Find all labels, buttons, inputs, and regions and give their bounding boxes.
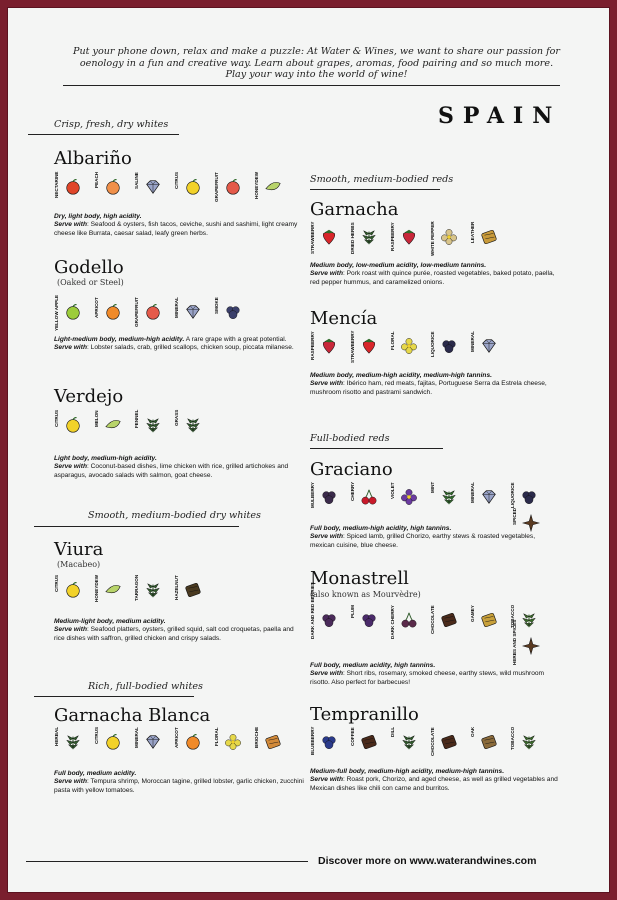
- aroma-label: MINERAL: [174, 297, 179, 318]
- aroma-item: [94, 575, 134, 609]
- aroma-item: [350, 727, 390, 761]
- serve-godello: : Lobster salads, crab, grilled scallops, chicken soup, piccata milanese.: [86, 344, 294, 352]
- aroma-label: LIQUORICE: [430, 331, 435, 357]
- alias-viura: (Macabeo): [57, 560, 101, 569]
- melon-icon: [104, 416, 122, 434]
- section-crisp-whites: Crisp, fresh, dry whites: [54, 119, 169, 130]
- description-viura: [54, 618, 304, 643]
- serve-mencia: : Ibérico ham, red meats, fajitas, Portuguese Serra da Estrela cheese, mushroom risotto and pastrami sandwich.: [310, 380, 547, 396]
- serve-label: Serve with: [54, 221, 87, 229]
- aroma-label: NECTARINE: [54, 172, 59, 199]
- apricot-icon: [104, 303, 122, 321]
- description-albarino: [54, 213, 304, 238]
- aroma-label: MINERAL: [470, 482, 475, 503]
- body-verdejo: Light body, medium-high acidity.: [54, 455, 157, 462]
- serve-label: Serve with: [310, 380, 343, 388]
- aroma-label: MELON: [94, 410, 99, 427]
- serve-label: Serve with: [54, 344, 87, 352]
- description-verdejo: [54, 455, 304, 480]
- aroma-item: [390, 222, 430, 256]
- aroma-label: SALINE: [134, 172, 139, 189]
- aroma-item: [254, 172, 294, 206]
- serve-garnacha: : Pork roast with quince purée, roasted vegetables, baked potato, paella, red pepper hummus, and caramelized onions.: [310, 270, 555, 286]
- grape-name-tempranillo: Tempranillo: [310, 704, 419, 725]
- aroma-item: [470, 605, 510, 639]
- aroma-item: [390, 331, 430, 365]
- aroma-item: [470, 331, 510, 365]
- grape-name-verdejo: Verdejo: [54, 386, 124, 407]
- smoke-icon: [224, 303, 242, 321]
- aroma-item: [430, 331, 470, 365]
- tobacco-icon: [520, 733, 538, 751]
- body-tempranillo: Medium-full body, medium-high acidity, medium-high tannins.: [310, 768, 505, 775]
- description-mencia: [310, 372, 560, 397]
- aroma-item: [134, 172, 174, 206]
- dried-herbs-icon: [360, 228, 378, 246]
- intro-line: Play your way into the world of wine!: [225, 69, 408, 80]
- aroma-label: CITRUS: [54, 410, 59, 428]
- aroma-label: FLORAL: [390, 331, 395, 350]
- grape-name-monastrell: Monastrell: [310, 568, 409, 589]
- aroma-label: APRICOT: [94, 297, 99, 318]
- serve-label: Serve with: [54, 626, 87, 634]
- body-graciano: Full body, medium-high acidity, high tannins.: [310, 525, 452, 532]
- hazelnut-icon: [184, 581, 202, 599]
- aroma-item: [134, 410, 174, 444]
- oak-icon: [480, 733, 498, 751]
- mulberry-icon: [320, 488, 338, 506]
- serve-label: Serve with: [54, 463, 87, 471]
- tobacco-icon: [520, 611, 538, 629]
- aroma-item: [350, 482, 390, 516]
- aroma-item: [390, 605, 430, 639]
- aroma-label: YELLOW APPLE: [54, 294, 59, 331]
- blueberry-icon: [320, 733, 338, 751]
- raspberry-icon: [320, 337, 338, 355]
- mineral-icon: [480, 337, 498, 355]
- violet-icon: [400, 488, 418, 506]
- nectarine-icon: [64, 178, 82, 196]
- grape-name-graciano: Graciano: [310, 459, 393, 480]
- aroma-label: VIOLET: [390, 482, 395, 499]
- body-albarino: Dry, light body, high acidity.: [54, 213, 142, 220]
- aroma-label: GRAPEFRUIT: [134, 297, 139, 327]
- serve-tempranillo: : Roast pork, Chorizo, and aged cheese, as well as grilled vegetables and Mexican dishes like chili con carne and burritos.: [310, 776, 558, 792]
- country-title: SPAIN: [438, 103, 562, 129]
- aroma-label: CHERRY: [350, 482, 355, 502]
- aroma-label: TOBACCO: [510, 605, 515, 629]
- body-garnacha: Medium body, low-medium acidity, low-medium tannins.: [310, 262, 487, 269]
- aroma-label: BRIOCHE: [254, 727, 259, 749]
- gamey-icon: [480, 611, 498, 629]
- brioche-icon: [264, 733, 282, 751]
- aroma-item: [310, 482, 350, 516]
- description-garnacha-blanca: [54, 770, 304, 795]
- body-mencia: Medium body, medium-high acidity, medium-high tannins.: [310, 372, 492, 379]
- aroma-label: FENNEL: [134, 410, 139, 429]
- citrus-icon: [64, 581, 82, 599]
- menu-card: [7, 7, 610, 893]
- apricot-icon: [184, 733, 202, 751]
- section-rule: [310, 189, 440, 190]
- aroma-item: [430, 482, 470, 516]
- aroma-item: [310, 331, 350, 365]
- aroma-label: MULBERRY: [310, 482, 315, 508]
- aroma-label: HERBS AND SPICES: [512, 619, 517, 665]
- aroma-item: [310, 222, 350, 256]
- aroma-label: LEATHER: [470, 222, 475, 244]
- aroma-label: DILL: [390, 727, 395, 738]
- aroma-label: CHOCOLATE: [430, 605, 435, 634]
- serve-garnacha-blanca: : Tempura shrimp, Moroccan tagine, grilled lobster, garlic chicken, zucchini pasta with yellow tomatoes.: [54, 778, 304, 794]
- yellow-apple-icon: [64, 303, 82, 321]
- aroma-label: SMOKE: [214, 297, 219, 314]
- aroma-label: HAZELNUT: [174, 575, 179, 600]
- aroma-label: DARK CHERRY: [390, 605, 395, 639]
- peach-icon: [104, 178, 122, 196]
- serve-graciano: : Spiced lamb, grilled Chorizo, earthy stews & roasted vegetables, mexican cuisine, blue cheese.: [310, 533, 536, 549]
- description-graciano: [310, 525, 560, 550]
- aroma-label: OAK: [470, 727, 475, 738]
- fennel-icon: [144, 416, 162, 434]
- body-godello: Light-medium body, medium-high acidity.: [54, 336, 185, 343]
- aroma-item: [430, 605, 470, 639]
- plum-icon: [360, 611, 378, 629]
- berries-icon: [320, 611, 338, 629]
- strawberry-icon: [320, 228, 338, 246]
- body-garnacha-blanca: Full body, medium acidity.: [54, 770, 137, 777]
- herbal-icon: [64, 733, 82, 751]
- aroma-item: [350, 331, 390, 365]
- grass-icon: [184, 416, 202, 434]
- grape-name-mencia: Mencía: [310, 308, 378, 329]
- aroma-item: [214, 727, 254, 761]
- section-smooth-reds: Smooth, medium-bodied reds: [310, 174, 454, 185]
- aroma-item: [390, 482, 430, 516]
- aroma-item: [510, 727, 550, 761]
- description-godello: [54, 336, 304, 353]
- aroma-item: [134, 575, 174, 609]
- aroma-label: HERBAL: [54, 727, 59, 747]
- white-pepper-icon: [440, 228, 458, 246]
- aroma-label: DRIED HERBS: [350, 222, 355, 254]
- cherry-icon: [360, 488, 378, 506]
- aroma-label: APRICOT: [174, 727, 179, 748]
- section-rich-whites: Rich, full-bodied whites: [88, 681, 203, 692]
- aroma-label: STRAWBERRY: [350, 331, 355, 364]
- aroma-label: PLUM: [350, 605, 355, 619]
- serve-verdejo: : Coconut-based dishes, lime chicken with rice, grilled artichokes and asparagus, avocado salads with salmon, goat cheese.: [54, 463, 289, 479]
- aroma-label: GRASS: [174, 410, 179, 427]
- citrus-icon: [64, 416, 82, 434]
- section-smooth-whites: Smooth, medium-bodied dry whites: [88, 510, 261, 521]
- section-rule: [28, 134, 179, 135]
- description-garnacha: [310, 262, 560, 287]
- aroma-label: RASPBERRY: [310, 331, 315, 360]
- aroma-label: MINERAL: [470, 331, 475, 352]
- aroma-item: [174, 727, 214, 761]
- grape-name-godello: Godello: [54, 257, 124, 278]
- alias-monastrell: (also known as Mourvèdre): [310, 590, 421, 599]
- aroma-item: [94, 172, 134, 206]
- aroma-item: [470, 727, 510, 761]
- aroma-extra-monastrell: [512, 619, 552, 665]
- description-monastrell: [310, 662, 560, 687]
- aroma-label: DARK AND RED BERRIES: [310, 582, 315, 639]
- citrus-icon: [104, 733, 122, 751]
- serve-label: Serve with: [54, 778, 87, 786]
- aroma-item: [94, 727, 134, 761]
- aroma-label: MINERAL: [134, 727, 139, 748]
- aroma-item: [174, 410, 214, 444]
- aroma-label: RASPBERRY: [390, 222, 395, 251]
- aroma-item: [94, 297, 134, 331]
- aroma-item: [430, 727, 470, 761]
- star-anise-icon: [522, 637, 540, 655]
- alias-godello: (Oaked or Steel): [57, 278, 124, 287]
- chocolate-icon: [440, 611, 458, 629]
- serve-label: Serve with: [310, 533, 343, 541]
- footer-rule: [26, 861, 308, 862]
- aroma-label: MINT: [430, 482, 435, 494]
- aroma-item: [470, 222, 510, 256]
- section-rule: [34, 696, 194, 697]
- section-full-reds: Full-bodied reds: [310, 433, 390, 444]
- serve-monastrell: : Short ribs, rosemary, smoked cheese, earthy stews, wild mushroom risotto. Also perfect for barbecues!: [310, 670, 545, 686]
- aroma-item: [134, 727, 174, 761]
- honeydew-icon: [264, 178, 282, 196]
- serve-albarino: : Seafood & oysters, fish tacos, ceviche, sushi and sashimi, light creamy cheese like Burrata, caesar salad, leafy green herbs.: [54, 221, 298, 237]
- honeydew-icon: [104, 581, 122, 599]
- aroma-label: PEACH: [94, 172, 99, 189]
- liquorice-icon: [520, 488, 538, 506]
- footer-website-link[interactable]: Discover more on www.waterandwines.com: [318, 855, 537, 867]
- aroma-item: [54, 410, 94, 444]
- dark-cherry-icon: [400, 611, 418, 629]
- aroma-label: SPICED: [512, 508, 517, 526]
- raspberry-icon: [400, 228, 418, 246]
- grapefruit-icon: [224, 178, 242, 196]
- aroma-label: LIQUORICE: [510, 482, 515, 508]
- serve-label: Serve with: [310, 776, 343, 784]
- floral-icon: [400, 337, 418, 355]
- aroma-label: GRAPEFRUIT: [214, 172, 219, 202]
- aroma-item: [390, 727, 430, 761]
- description-tempranillo: [310, 768, 560, 793]
- aroma-label: CHOCOLATE: [430, 727, 435, 756]
- strawberry-icon: [360, 337, 378, 355]
- serve-label: Serve with: [310, 670, 343, 678]
- aroma-label: HONEYDEW: [94, 575, 99, 603]
- aroma-label: STRAWBERRY: [310, 222, 315, 255]
- grape-name-viura: Viura: [54, 539, 104, 560]
- tarragon-icon: [144, 581, 162, 599]
- aroma-item: [174, 172, 214, 206]
- citrus-icon: [184, 178, 202, 196]
- intro-text: [68, 46, 565, 81]
- aroma-label: CITRUS: [174, 172, 179, 190]
- aroma-label: TOBACCO: [510, 727, 515, 751]
- aroma-item: [54, 727, 94, 761]
- dill-icon: [400, 733, 418, 751]
- liquorice-icon: [440, 337, 458, 355]
- aroma-item: [174, 297, 214, 331]
- aroma-item: [310, 582, 350, 639]
- grape-name-garnacha-blanca: Garnacha Blanca: [54, 705, 211, 726]
- mineral-icon: [184, 303, 202, 321]
- aroma-label: WHITE PEPPER: [430, 221, 435, 256]
- mineral-icon: [480, 488, 498, 506]
- intro-rule: [63, 85, 560, 86]
- aroma-item: [310, 727, 350, 761]
- aroma-item: [94, 410, 134, 444]
- aroma-label: COFFEE: [350, 727, 355, 746]
- aroma-item: [214, 297, 254, 331]
- aroma-label: GAMEY: [470, 605, 475, 622]
- aroma-label: FLORAL: [214, 727, 219, 746]
- grapefruit-icon: [144, 303, 162, 321]
- chocolate-icon: [440, 733, 458, 751]
- aroma-item: [470, 482, 510, 516]
- serve-label: Serve with: [310, 270, 343, 278]
- grape-name-garnacha: Garnacha: [310, 199, 399, 220]
- mineral-icon: [144, 733, 162, 751]
- saline-icon: [144, 178, 162, 196]
- aroma-item: [350, 222, 390, 256]
- aroma-label: TARRAGON: [134, 575, 139, 602]
- body-viura: Medium-light body, medium acidity.: [54, 618, 166, 625]
- mint-icon: [440, 488, 458, 506]
- floral-icon: [224, 733, 242, 751]
- aroma-label: BLUEBERRY: [310, 727, 315, 756]
- aroma-item: [174, 575, 214, 609]
- aroma-label: CITRUS: [54, 575, 59, 593]
- serve-viura: : Seafood platters, oysters, grilled squid, salt cod croquetas, paella and rice dishes with saffron, grilled chicken and crispy salads.: [54, 626, 294, 642]
- body-monastrell: Full body, medium acidity, high tannins.: [310, 662, 436, 669]
- leather-icon: [480, 228, 498, 246]
- section-rule: [310, 448, 443, 449]
- aroma-item: [54, 575, 94, 609]
- intro-line: Put your phone down, relax and make a puzzle: At Water & Wines, we want to share our passion for: [72, 46, 560, 57]
- intro-line: oenology in a fun and creative way. Learn about grapes, aromas, food pairing and so much more.: [79, 57, 554, 69]
- aroma-item: [54, 172, 94, 206]
- aroma-item: [430, 222, 470, 256]
- aroma-item: [54, 294, 94, 331]
- aroma-item: [254, 727, 294, 761]
- aroma-label: HONEYDEW: [254, 172, 259, 200]
- aroma-item: [214, 172, 254, 206]
- grape-name-albarino: Albariño: [54, 148, 132, 169]
- body-rest-godello: A rare grape with a great potential.: [184, 336, 287, 343]
- aroma-item: [134, 297, 174, 331]
- aroma-label: CITRUS: [94, 727, 99, 745]
- section-rule: [34, 526, 239, 527]
- aroma-item: [350, 605, 390, 639]
- coffee-icon: [360, 733, 378, 751]
